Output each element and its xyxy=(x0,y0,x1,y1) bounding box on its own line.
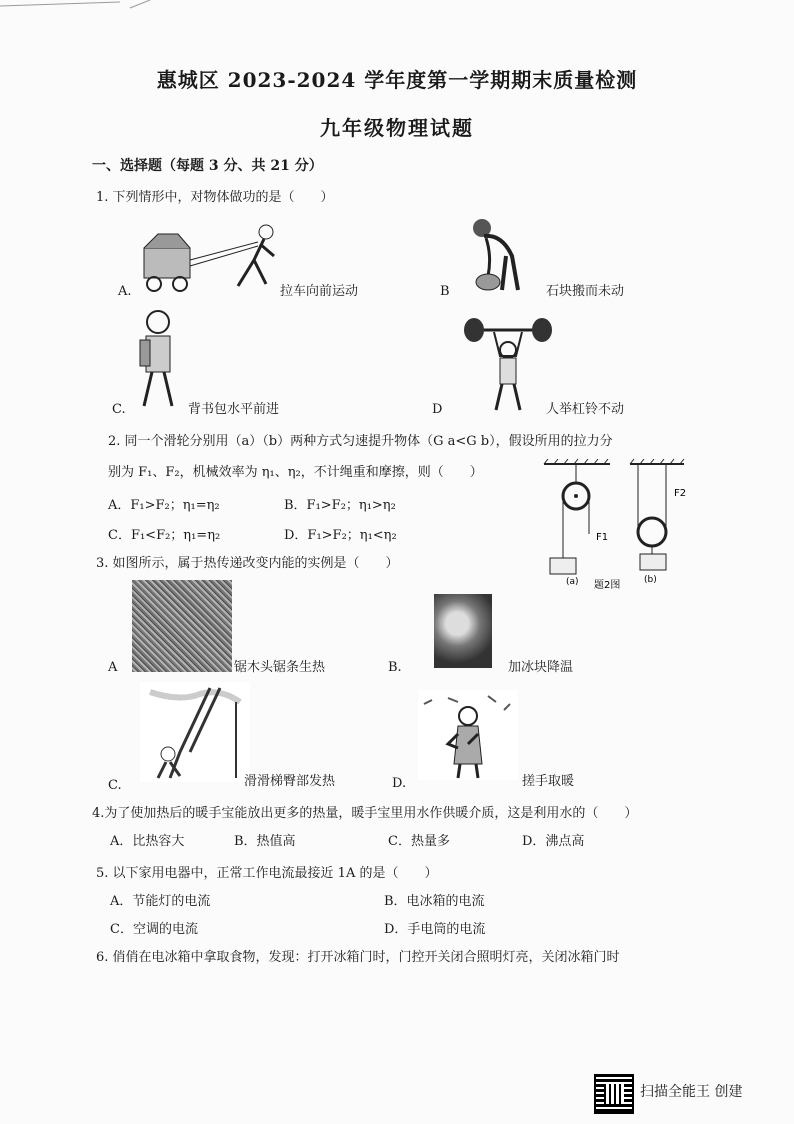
photo-sawing-wood xyxy=(132,580,232,672)
q2-option-b: B．F₁>F₂；η₁>η₂ xyxy=(284,498,396,513)
figure-slide xyxy=(140,682,250,782)
q3-option-c-letter: C. xyxy=(108,778,122,793)
question-3-stem: 3. 如图所示，属于热传递改变内能的实例是（ ） xyxy=(96,556,399,571)
q1-option-a-letter: A. xyxy=(118,284,132,299)
q1-option-d-letter: D xyxy=(432,402,443,417)
figure-student-backpack xyxy=(136,308,186,412)
figure-pulley-diagram xyxy=(540,458,690,598)
question-6-stem: 6. 俏俏在电冰箱中拿取食物，发现：打开冰箱门时，门控开关闭合照明灯亮，关闭冰箱门时 xyxy=(96,950,620,965)
q3-option-d-letter: D. xyxy=(392,776,407,791)
figure-lifting-rock xyxy=(462,216,542,296)
question-5-stem: 5. 以下家用电器中，正常工作电流最接近 1A 的是（ ） xyxy=(96,866,438,881)
photo-ice-drink xyxy=(434,594,492,668)
question-1-stem: 1. 下列情形中，对物体做功的是（ ） xyxy=(96,190,334,205)
qr-code-icon xyxy=(596,1076,632,1112)
question-2-line2: 别为 F₁、F₂，机械效率为 η₁、η₂，不计绳重和摩擦，则（ ） xyxy=(108,465,483,480)
q2-option-a: A．F₁>F₂；η₁=η₂ xyxy=(108,498,220,513)
q5-option-a: A．节能灯的电流 xyxy=(110,894,211,909)
scan-artifact xyxy=(0,0,794,30)
q3-option-d-text: 搓手取暖 xyxy=(522,774,575,789)
q3-option-b-letter: B. xyxy=(388,660,402,675)
q3-option-a-text: 锯木头锯条生热 xyxy=(234,660,326,675)
q1-option-b-text: 石块搬而未动 xyxy=(546,284,625,299)
label-a: (a) xyxy=(566,577,579,587)
label-f1: F1 xyxy=(596,532,609,543)
figure-pulling-cart xyxy=(138,222,288,297)
q3-option-c-text: 滑滑梯臀部发热 xyxy=(244,774,336,789)
question-2-line1: 2. 同一个滑轮分别用（a）（b）两种方式匀速提升物体（G a<G b），假设所用的拉力分 xyxy=(108,434,613,449)
q1-option-c-letter: C. xyxy=(112,402,126,417)
q2-option-c: C．F₁<F₂；η₁=η₂ xyxy=(108,528,221,543)
q1-option-d-text: 人举杠铃不动 xyxy=(546,402,625,417)
footer-brand: 扫描全能王 创建 xyxy=(640,1084,743,1100)
q3-option-b-text: 加冰块降温 xyxy=(508,660,574,675)
page-title: 惠城区 2023-2024 学年度第一学期期末质量检测 xyxy=(156,68,638,92)
q4-option-b: B．热值高 xyxy=(234,834,296,849)
q3-option-a-letter: A xyxy=(108,660,118,675)
q1-option-c-text: 背书包水平前进 xyxy=(188,402,280,417)
q5-option-c: C．空调的电流 xyxy=(110,922,198,937)
label-b: (b) xyxy=(644,575,657,585)
section-heading: 一、选择题（每题 3 分、共 21 分） xyxy=(92,158,323,174)
q1-option-b-letter: B xyxy=(440,284,450,299)
page-subtitle: 九年级物理试题 xyxy=(320,116,474,140)
figure-rubbing-hands xyxy=(418,690,518,780)
q4-option-c: C．热量多 xyxy=(388,834,450,849)
question-4-stem: 4.为了使加热后的暖手宝能放出更多的热量，暖手宝里用水作供暖介质，这是利用水的（ ） xyxy=(92,806,638,821)
figure-weightlifter xyxy=(460,316,556,412)
label-f2: F2 xyxy=(674,488,687,499)
q2-option-d: D．F₁>F₂；η₁<η₂ xyxy=(284,528,397,543)
q5-option-b: B．电冰箱的电流 xyxy=(384,894,485,909)
q4-option-a: A．比热容大 xyxy=(110,834,185,849)
q4-option-d: D．沸点高 xyxy=(522,834,585,849)
figure-caption: 题2图 xyxy=(594,580,621,591)
q5-option-d: D．手电筒的电流 xyxy=(384,922,486,937)
q1-option-a-text: 拉车向前运动 xyxy=(280,284,359,299)
